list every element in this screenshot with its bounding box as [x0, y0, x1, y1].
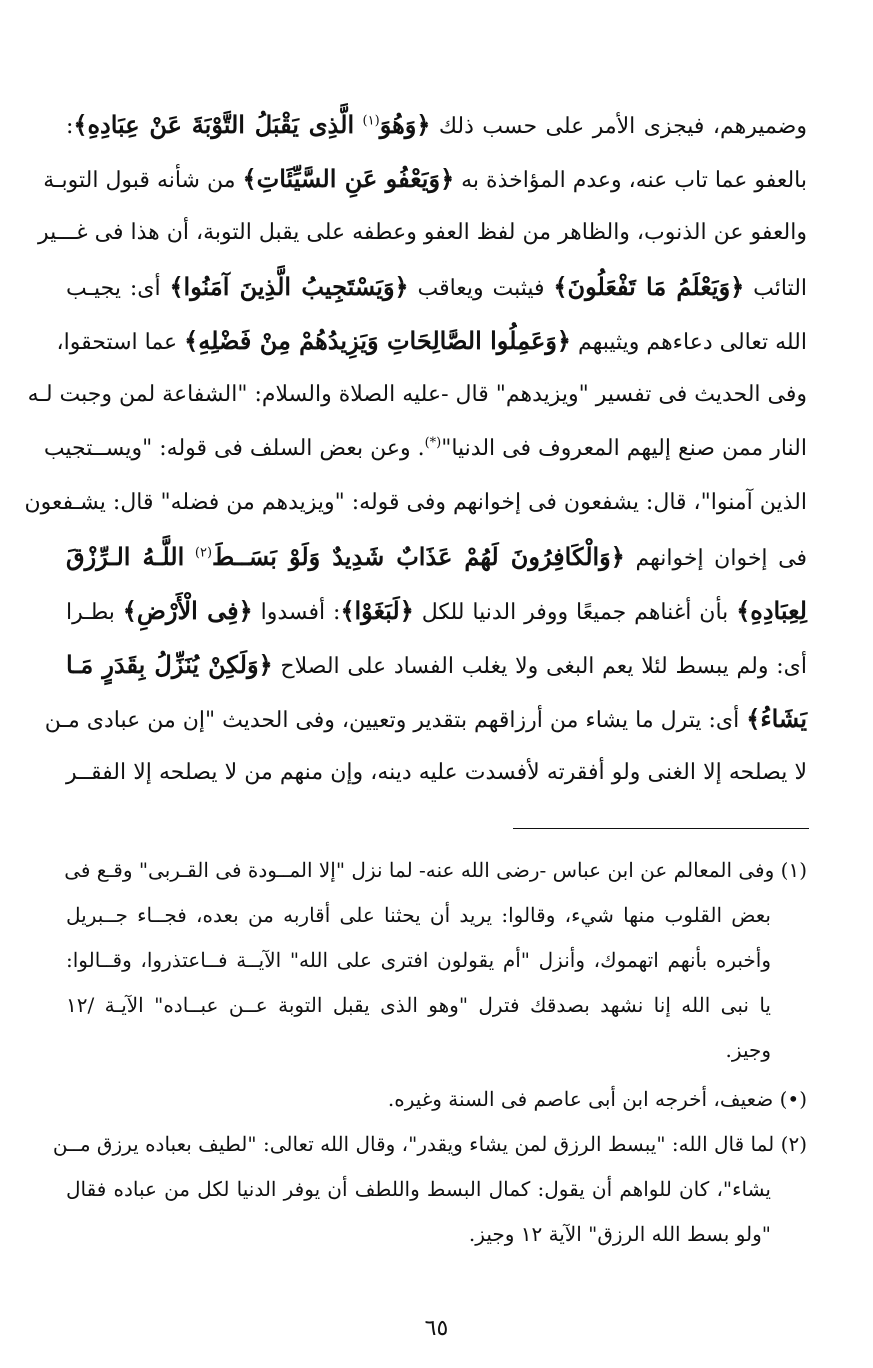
footnote-ref: (٢) [194, 545, 213, 561]
text-line [66, 260, 807, 314]
quran-verse: ﴿فِى الْأَرْضِ﴾ [122, 596, 253, 625]
footnote-line: (١) وفى المعالم عن ابن عباس -رضى الله عنه- لما نزل "إلا المــودة فى القـربى" وقـع فى [64, 858, 807, 882]
footnote-line: (•) ضعيف، أخرجه ابن أبى عاصم فى السنة وغيره. [387, 1087, 807, 1111]
footnote-divider [513, 828, 809, 829]
quran-verse: ﴿لَبَغَوْا﴾ [340, 596, 414, 625]
text-line [56, 314, 807, 368]
text-line [43, 152, 807, 206]
text-line: الذين آمنوا"، قال: يشفعون فى إخوانهم وفى قوله: "ويزيدهم من فضله" قال: يشـفعون [24, 490, 807, 515]
footnote-ref: (*) [424, 435, 442, 451]
text-line [66, 638, 807, 692]
text: بطـرا [66, 600, 115, 625]
quran-verse: لِعِبَادِهِ﴾ [736, 596, 807, 625]
quran-verse: ﴿وَهُوَ [379, 110, 431, 139]
text: عما استحقوا، [56, 330, 178, 355]
text-line: والعفو عن الذنوب، والظاهر من لفظ العفو وعطفه على يقبل التوبة، أن هذا فى غـــير [38, 220, 807, 245]
quran-verse: ﴿وَعَمِلُوا الصَّالِحَاتِ وَيَزِيدُهُمْ مِنْ فَضْلِهِ﴾ [184, 326, 571, 355]
text: فيثبت ويعاقب [417, 276, 545, 301]
main-text [24, 98, 808, 800]
quran-verse: الَّذِى يَقْبَلُ التَّوْبَةَ عَنْ عِبَادِهِ﴾ [73, 110, 355, 139]
footnote-ref: (١) [362, 113, 380, 129]
footnote-line: "ولو بسط الله الرزق" الآية ١٢ وجيز. [468, 1222, 771, 1246]
text: فى إخوان إخوانهم [635, 546, 808, 571]
text: الله تعالى دعاءهم ويثيبهم [577, 330, 807, 355]
footnote-line: يشاء"، كان للواهم أن يقول: كمال البسط واللطف أن يوفر الدنيا لكل من عباده فقال [66, 1177, 771, 1201]
text-line [44, 692, 807, 746]
text: بالعفو عما تاب عنه، وعدم المؤاخذة به [461, 168, 807, 193]
footnote-line: (٢) لما قال الله: "يبسط الرزق لمن يشاء ويقدر"، وقال الله تعالى: "لطيف بعباده يرزق مــن [52, 1132, 807, 1156]
text: من شأنه قبول التوبـة [43, 168, 236, 193]
text: التائب [753, 276, 808, 301]
quran-verse: اللَّـهُ الـرِّزْقَ [66, 542, 185, 571]
text-line [66, 530, 807, 584]
text: النار ممن صنع إليهم المعروف فى الدنيا" [441, 436, 807, 461]
footnote-line: يا نبى الله إنا نشهد بصدقك فترل "وهو الذى يقبل التوبة عــن عبــاده" الآيـة /١٢ [66, 993, 771, 1017]
quran-verse: ﴿وَيَعْفُو عَنِ السَّيِّئَاتِ﴾ [242, 164, 455, 193]
text: : أفسدوا [260, 600, 341, 625]
text: . وعن بعض السلف فى قوله: "ويســتجيب [43, 436, 425, 461]
page-number: ٦٥ [424, 1316, 449, 1341]
footnote-line: وأخبره بأنهم اتهموك، وأنزل "أم يقولون افترى على الله" الآيــة فــاعتذروا، وقــالوا: [66, 948, 771, 972]
text-line: وفى الحديث فى تفسير "ويزيدهم" قال -عليه الصلاة والسلام: "الشفاعة لمن وجبت لـه [27, 382, 807, 407]
quran-verse: ﴿وَيَعْلَمُ مَا تَفْعَلُونَ﴾ [553, 272, 745, 301]
text: أى: يجيـب [66, 276, 161, 301]
text-line [66, 98, 807, 152]
text: أى: ولم يبسط لئلا يعم البغى ولا يغلب الفساد على الصلاح [280, 654, 807, 679]
quran-verse: ﴿وَلَكِنْ يُنَزِّلُ بِقَدَرٍ مَـا [66, 650, 273, 679]
footnotes [52, 848, 807, 1257]
text-line [66, 584, 807, 638]
text: أى: يترل ما يشاء من أرزاقهم بتقدير وتعيين، وفى الحديث "إن من عبادى مـن [44, 708, 740, 733]
text-line [43, 422, 807, 476]
text: بأن أغناهم جميعًا ووفر الدنيا للكل [421, 600, 729, 625]
text: وضميرهم، فيجزى الأمر على حسب ذلك [438, 114, 807, 139]
text-line: لا يصلحه إلا الغنى ولو أفقرته لأفسدت عليه دينه، وإن منهم من لا يصلحه إلا الفقــر [66, 760, 807, 785]
footnote-line: بعض القلوب منها شيء، وقالوا: يريد أن يحثنا على أقاربه من بعده، فجــاء جــبريل [66, 903, 771, 927]
quran-verse: ﴿وَيَسْتَجِيبُ الَّذِينَ آمَنُوا﴾ [169, 272, 409, 301]
quran-verse: يَشَاءُ﴾ [746, 704, 807, 733]
footnote-line: وجيز. [725, 1038, 771, 1062]
quran-verse: ﴿وَالْكَافِرُونَ لَهُمْ عَذَابٌ شَدِيدٌ وَلَوْ بَسَــطَ [212, 542, 625, 571]
text: : [66, 114, 74, 139]
